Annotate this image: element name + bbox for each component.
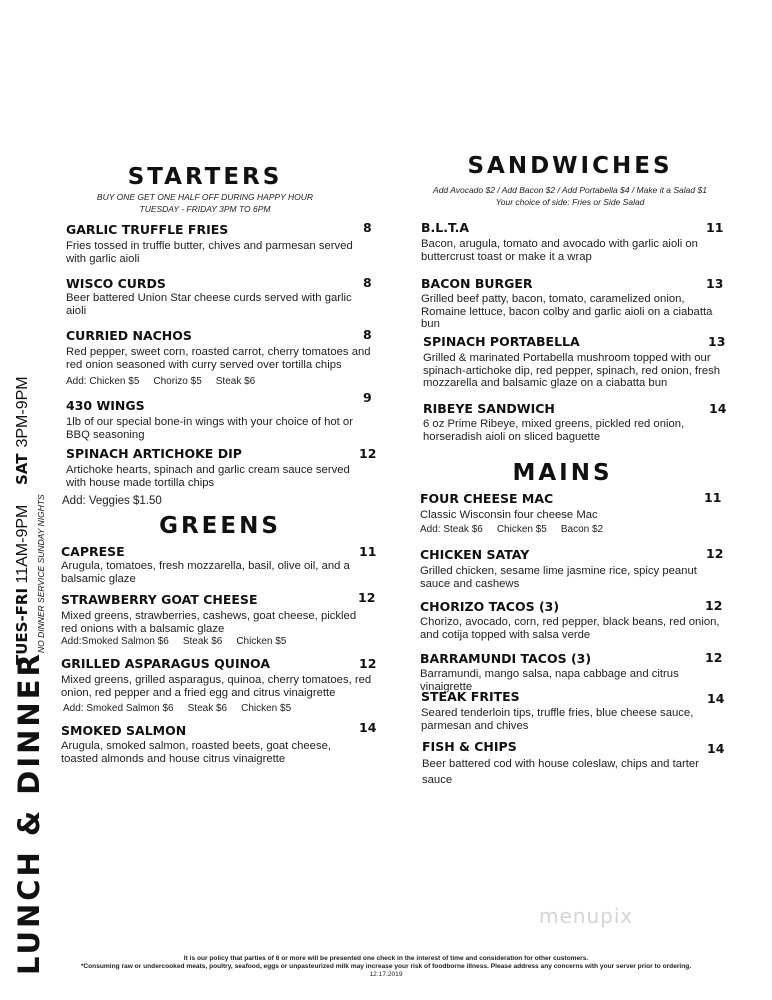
main-price-4: 14 — [707, 691, 725, 706]
addon: Chicken $5 — [496, 524, 547, 535]
green-name-0: CAPRESE — [61, 544, 125, 559]
happy-hour-line-2: TUESDAY - FRIDAY 3PM TO 6PM — [139, 204, 271, 214]
main-desc-4: Seared tenderloin tips, truffle fries, blue cheese sauce, parmesan and chives — [421, 707, 694, 732]
green-price-0: 11 — [359, 544, 377, 559]
addon: Steak $6 — [182, 636, 223, 647]
sandwich-name-1: BACON BURGER — [421, 276, 533, 291]
green-addons-1 — [61, 636, 300, 647]
green-price-3: 14 — [359, 720, 377, 735]
sandwich-addons-line: Add Avocado $2 / Add Bacon $2 / Add Portabella $4 / Make it a Salad $1 — [433, 185, 707, 195]
addon: Add:Smoked Salmon $6 — [61, 636, 169, 647]
main-name-4: STEAK FRITES — [421, 689, 520, 704]
green-desc-0: Arugula, tomatoes, fresh mozzarella, basil, olive oil, and a balsamic glaze — [61, 560, 350, 585]
menupix-watermark: menupix — [539, 904, 634, 928]
starter-addons-2 — [66, 376, 269, 387]
starters-happy-hour-note — [60, 191, 350, 215]
sunday-note: NO DINNER SERVICE SUNDAY NIGHTS — [36, 494, 46, 653]
main-price-1: 12 — [706, 546, 724, 561]
addon: Bacon $2 — [560, 524, 604, 535]
main-desc-1: Grilled chicken, sesame lime jasmine rice, spicy peanut sauce and cashews — [420, 565, 697, 590]
footer-warning: *Consuming raw or undercooked meats, poultry, seafood, eggs or unpasteurized milk may increase your risk of foodborne illness. Please address any concerns with your server prior to ordering. — [80, 963, 692, 970]
main-name-2: CHORIZO TACOS (3) — [420, 599, 560, 614]
green-price-1: 12 — [358, 590, 376, 605]
starter-price-3: 9 — [363, 390, 372, 405]
main-addons-0 — [420, 524, 617, 535]
sandwich-price-2: 13 — [708, 334, 726, 349]
starter-addons-4 — [62, 495, 176, 507]
starter-name-2: CURRIED NACHOS — [66, 328, 192, 343]
sandwich-desc-2: Grilled & marinated Portabella mushroom topped with our spinach-artichoke dip, red pepper, spinach, red onion, fresh mozzarella and balsamic glaze on a ciabatta bun — [423, 352, 721, 389]
saturday-label: SAT — [13, 453, 31, 485]
main-name-5: FISH & CHIPS — [422, 739, 517, 754]
footer-policy: It is our policy that parties of 6 or more will be presented one check in the interest of time and consideration for other customers. — [183, 955, 589, 962]
weekday-hours — [13, 505, 32, 665]
starter-desc-0: Fries tossed in truffle butter, chives and parmesan served with garlic aioli — [66, 240, 353, 265]
starter-desc-1: Beer battered Union Star cheese curds served with garlic aioli — [66, 292, 352, 317]
sandwich-name-0: B.L.T.A — [421, 220, 470, 235]
addon: Add: Veggies $1.50 — [62, 495, 162, 507]
green-desc-3: Arugula, smoked salmon, roasted beets, goat cheese, toasted almonds and house citrus vinaigrette — [61, 740, 332, 765]
green-price-2: 12 — [359, 656, 377, 671]
main-name-1: CHICKEN SATAY — [420, 547, 530, 562]
green-desc-1: Mixed greens, strawberries, cashews, goat cheese, pickled red onions with a balsamic glaze — [61, 610, 357, 635]
main-name-0: FOUR CHEESE MAC — [420, 491, 554, 506]
saturday-time: 3PM-9PM — [14, 376, 31, 448]
main-price-5: 14 — [707, 741, 725, 756]
main-desc-2: Chorizo, avocado, corn, red pepper, black beans, red onion, and cotija topped with salsa verde — [420, 616, 720, 641]
addon: Steak $6 — [215, 376, 256, 387]
starters-heading: STARTERS — [127, 164, 283, 190]
sandwiches-heading: SANDWICHES — [467, 153, 673, 179]
starter-name-1: WISCO CURDS — [66, 276, 166, 291]
sandwich-price-3: 14 — [709, 401, 727, 416]
greens-heading: GREENS — [159, 513, 281, 539]
starter-name-0: GARLIC TRUFFLE FRIES — [66, 222, 229, 237]
main-name-3: BARRAMUNDI TACOS (3) — [420, 651, 592, 666]
starter-price-4: 12 — [359, 446, 377, 461]
weekday-label: TUES-FRI — [13, 587, 31, 665]
main-price-3: 12 — [705, 650, 723, 665]
green-name-2: GRILLED ASPARAGUS QUINOA — [61, 656, 271, 671]
green-desc-2: Mixed greens, grilled asparagus, quinoa, cherry tomatoes, red onion, red pepper and a fried egg and citrus vinaigrette — [61, 674, 372, 699]
starter-price-1: 8 — [363, 275, 372, 290]
sandwiches-note — [410, 184, 730, 208]
sandwich-desc-0: Bacon, arugula, tomato and avocado with garlic aioli on buttercrust toast or make it a wrap — [421, 238, 698, 263]
main-desc-3: Barramundi, mango salsa, napa cabbage and citrus vinaigrette — [420, 668, 679, 693]
addon: Steak $6 — [187, 703, 228, 714]
addon: Add: Smoked Salmon $6 — [63, 703, 174, 714]
side-title: LUNCH & DINNER — [12, 651, 46, 975]
starter-desc-4: Artichoke hearts, spinach and garlic cream sauce served with house made tortilla chips — [66, 464, 350, 489]
green-name-3: SMOKED SALMON — [61, 723, 187, 738]
sandwich-price-0: 11 — [706, 220, 724, 235]
sandwich-name-3: RIBEYE SANDWICH — [423, 401, 555, 416]
main-price-2: 12 — [705, 598, 723, 613]
sandwich-price-1: 13 — [706, 276, 724, 291]
main-price-0: 11 — [704, 490, 722, 505]
starter-price-0: 8 — [363, 220, 372, 235]
addon: Chicken $5 — [236, 636, 287, 647]
starter-name-4: SPINACH ARTICHOKE DIP — [66, 446, 242, 461]
starter-price-2: 8 — [363, 327, 372, 342]
starter-name-3: 430 WINGS — [66, 398, 145, 413]
green-addons-2 — [63, 703, 305, 714]
starter-desc-2: Red pepper, sweet corn, roasted carrot, cherry tomatoes and red onion seasoned with curry served over tortilla chips — [66, 346, 371, 371]
mains-heading: MAINS — [512, 460, 613, 486]
green-name-1: STRAWBERRY GOAT CHEESE — [61, 592, 258, 607]
sandwich-name-2: SPINACH PORTABELLA — [423, 334, 580, 349]
sandwich-desc-3: 6 oz Prime Ribeye, mixed greens, pickled red onion, horseradish aioli on sliced baguette — [423, 418, 685, 443]
sandwich-desc-1: Grilled beef patty, bacon, tomato, caramelized onion, Romaine lettuce, bacon colby and garlic aioli on a ciabatta bun — [421, 293, 713, 330]
main-desc-5: Beer battered cod with house coleslaw, chips and tarter sauce — [422, 758, 699, 786]
addon: Chicken $5 — [241, 703, 292, 714]
main-desc-0: Classic Wisconsin four cheese Mac — [420, 509, 598, 521]
saturday-hours — [13, 376, 32, 485]
weekday-time: 11AM-9PM — [14, 504, 31, 584]
addon: Chorizo $5 — [153, 376, 202, 387]
footer-date: 12.17.2019 — [369, 971, 403, 978]
addon: Add: Chicken $5 — [66, 376, 140, 387]
starter-desc-3: 1lb of our special bone-in wings with your choice of hot or BBQ seasoning — [66, 416, 353, 441]
addon: Add: Steak $6 — [420, 524, 483, 535]
happy-hour-line-1: BUY ONE GET ONE HALF OFF DURING HAPPY HOUR — [96, 192, 314, 202]
sandwich-sides-line: Your choice of side: Fries or Side Salad — [495, 197, 645, 207]
